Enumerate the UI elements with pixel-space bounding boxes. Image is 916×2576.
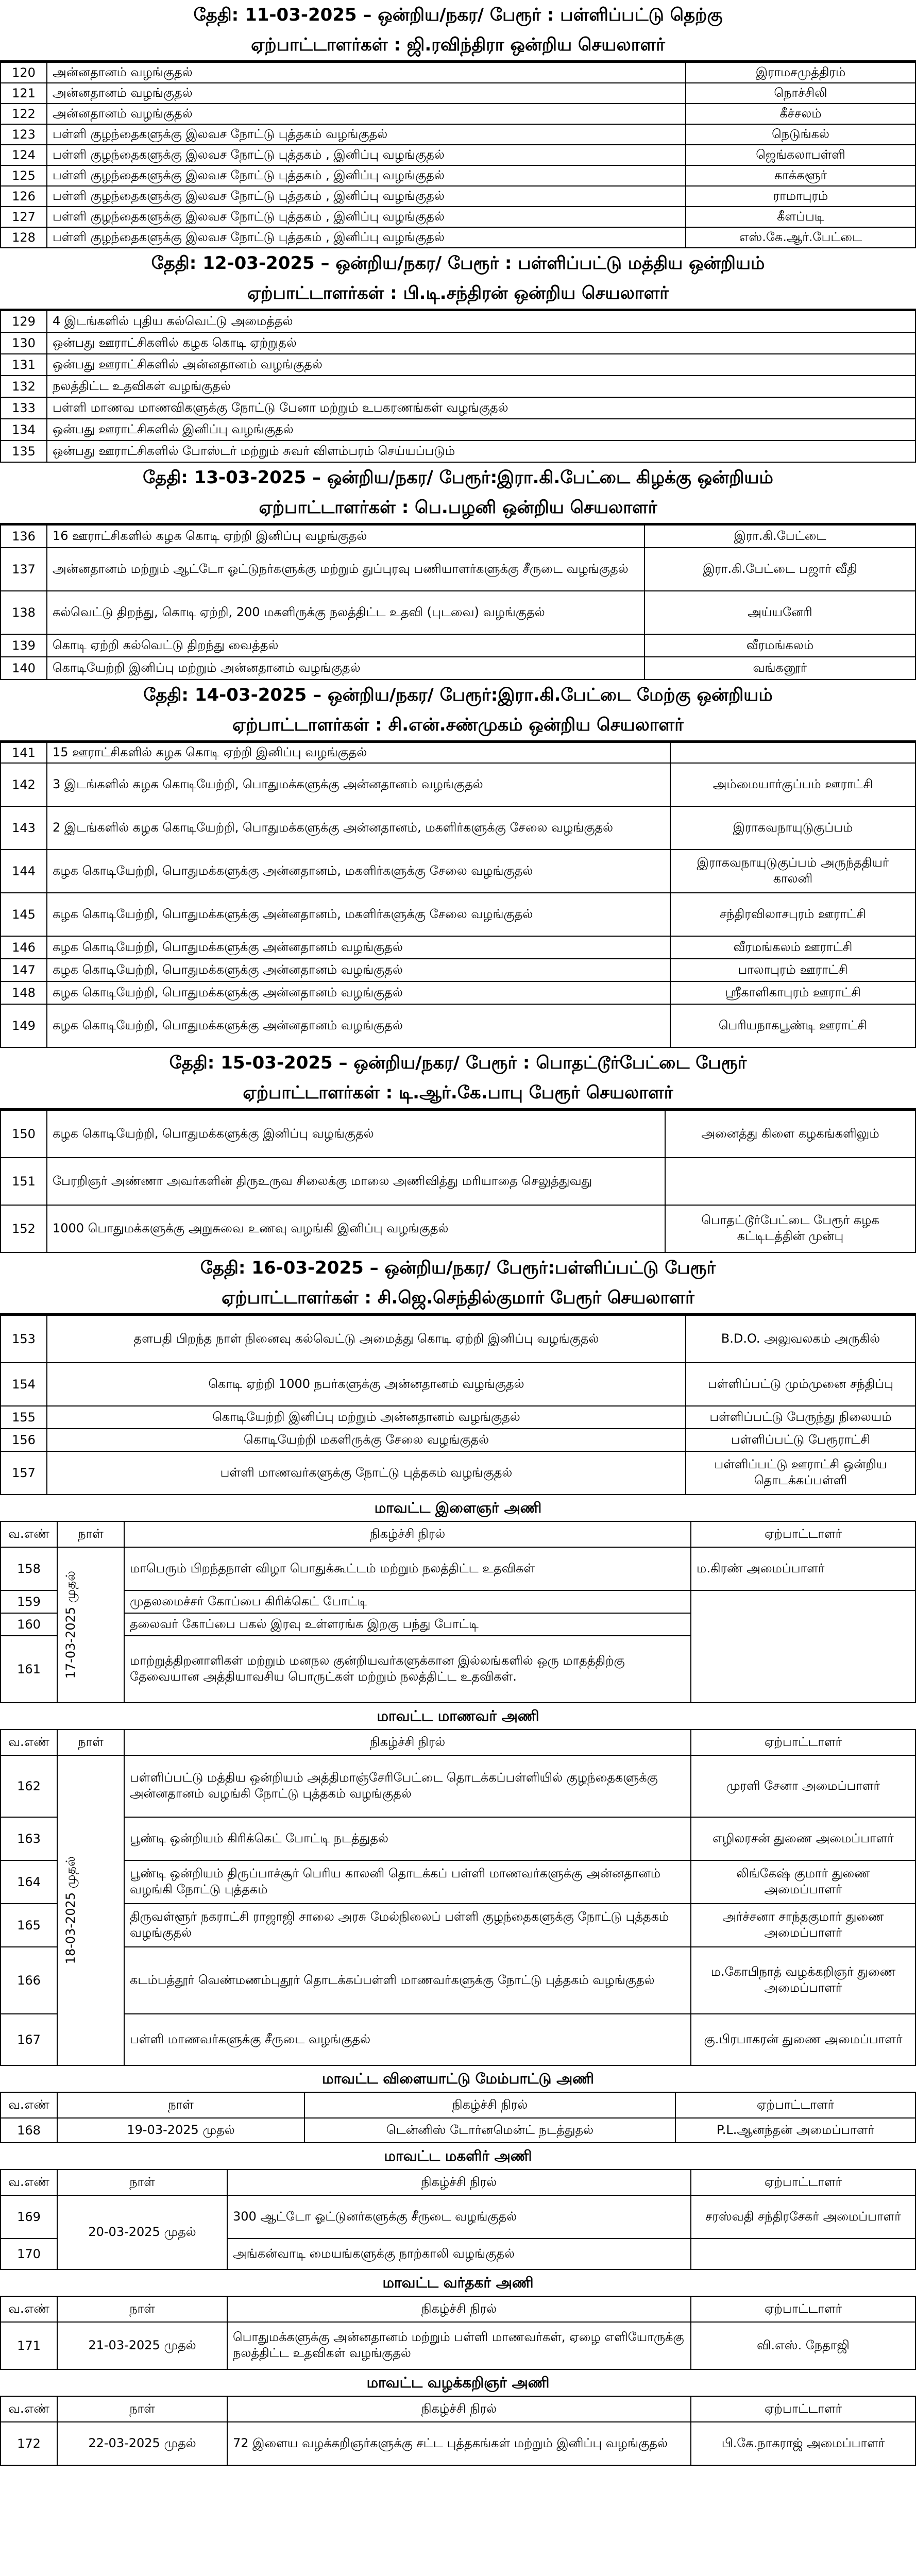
- row-number: 169: [1, 2195, 57, 2239]
- table-row: [1, 332, 915, 354]
- row-description: டென்னிஸ் டோர்னமென்ட் நடத்துதல்: [304, 2118, 675, 2143]
- row-number: 146: [1, 936, 47, 959]
- row-number: 157: [1, 1451, 47, 1495]
- header-date: நாள்: [57, 1521, 124, 1547]
- table-row: [1, 1817, 915, 1860]
- row-place: சந்திரவிலாசபுரம் ஊராட்சி: [670, 893, 915, 936]
- wing-table: [0, 2396, 916, 2466]
- row-organizer: முரளி சேனா அமைப்பாளர்: [691, 1755, 915, 1817]
- row-description: கழக கொடியேற்றி, பொதுமக்களுக்கு அன்னதானம் வழங்குதல்: [47, 936, 670, 959]
- row-number: 132: [1, 376, 47, 397]
- row-number: 131: [1, 354, 47, 376]
- section-11-03: [0, 0, 916, 248]
- header-organizer: ஏற்பாட்டாளர்: [691, 2296, 915, 2322]
- row-place: [670, 742, 915, 763]
- row-description: கழக கொடியேற்றி, பொதுமக்களுக்கு அன்னதானம் வழங்குதல்: [47, 981, 670, 1004]
- table-row: [1, 83, 915, 104]
- section-date-line: தேதி: 12-03-2025 – ஒன்றிய/நகர/ பேரூர் : பள்ளிப்பட்டு மத்திய ஒன்றியம்: [151, 253, 765, 274]
- table-row: [1, 591, 915, 634]
- table-row: [1, 165, 915, 186]
- row-place: அனைத்து கிளை கழகங்களிலும்: [665, 1110, 915, 1158]
- row-place: [665, 1158, 915, 1205]
- table-row: [1, 981, 915, 1004]
- row-description: அன்னதானம் வழங்குதல்: [47, 62, 686, 83]
- row-place: B.D.O. அலுவலகம் அருகில்: [686, 1315, 915, 1363]
- header-program: நிகழ்ச்சி நிரல்: [124, 1521, 691, 1547]
- row-number: 129: [1, 311, 47, 332]
- header-number: வ.எண்: [1, 1521, 57, 1547]
- row-organizer: P.L.ஆனந்தன் அமைப்பாளர்: [675, 2118, 915, 2143]
- wing-table: [0, 1521, 916, 1703]
- header-number: வ.எண்: [1, 1730, 57, 1755]
- table-row: [1, 1429, 915, 1451]
- section-header: [0, 1048, 916, 1110]
- table-row: [1, 104, 915, 124]
- table-header-row: [1, 2170, 915, 2195]
- row-place: வீரமங்கலம்: [644, 634, 915, 657]
- row-description: கொடியேற்றி இனிப்பு மற்றும் அன்னதானம் வழங்குதல்: [47, 1406, 686, 1429]
- row-description: ஒன்பது ஊராட்சிகளில் கழக கொடி ஏற்றுதல்: [47, 332, 915, 354]
- row-description: 72 இளைய வழக்கறிஞர்களுக்கு சட்ட புத்தகங்கள் மற்றும் இனிப்பு வழங்குதல்: [227, 2422, 691, 2465]
- table-row: [1, 548, 915, 591]
- row-place: நொச்சிலி: [686, 83, 915, 104]
- row-number: 168: [1, 2118, 57, 2143]
- schedule-table: [0, 62, 916, 248]
- row-number: 141: [1, 742, 47, 763]
- table-row: [1, 186, 915, 207]
- row-place: பள்ளிப்பட்டு பேரூராட்சி: [686, 1429, 915, 1451]
- wing-table: [0, 1729, 916, 2066]
- row-description: தளபதி பிறந்த நாள் நினைவு கல்வெட்டு அமைத்து கொடி ஏற்றி இனிப்பு வழங்குதல்: [47, 1315, 686, 1363]
- header-number: வ.எண்: [1, 2396, 57, 2422]
- row-organizer: கு.பிரபாகரன் துணை அமைப்பாளர்: [691, 2014, 915, 2065]
- row-organizer-blank: [691, 1590, 915, 1703]
- row-description: கழக கொடியேற்றி, பொதுமக்களுக்கு அன்னதானம் வழங்குதல்: [47, 959, 670, 981]
- table-header-row: [1, 2092, 915, 2118]
- wing-table: [0, 2092, 916, 2143]
- row-number: 123: [1, 124, 47, 145]
- schedule-table: [0, 524, 916, 680]
- row-number: 170: [1, 2239, 57, 2269]
- row-description: அங்கன்வாடி மையங்களுக்கு நாற்காலி வழங்குதல்: [227, 2239, 691, 2269]
- row-organizer: சரஸ்வதி சந்திரசேகர் அமைப்பாளர்: [691, 2195, 915, 2239]
- table-row: [1, 354, 915, 376]
- row-number: 134: [1, 419, 47, 440]
- row-place: ராமாபுரம்: [686, 186, 915, 207]
- table-row: [1, 1860, 915, 1904]
- section-header: [0, 680, 916, 742]
- row-date: 21-03-2025 முதல்: [57, 2322, 227, 2369]
- row-description: 15 ஊராட்சிகளில் கழக கொடி ஏற்றி இனிப்பு வழங்குதல்: [47, 742, 670, 763]
- table-row: [1, 2195, 915, 2239]
- row-number: 149: [1, 1004, 47, 1047]
- row-description: அன்னதானம் வழங்குதல்: [47, 83, 686, 104]
- row-place: இராமசமுத்திரம்: [686, 62, 915, 83]
- section-16-03: [0, 1253, 916, 1495]
- table-row: [1, 419, 915, 440]
- row-number: 164: [1, 1860, 57, 1904]
- section-organizer-line: ஏற்பாட்டாளர்கள் : ஜி.ரவிந்திரா ஒன்றிய செயலாளர்: [251, 35, 665, 55]
- table-row: [1, 1755, 915, 1817]
- row-description: பள்ளிப்பட்டு மத்திய ஒன்றியம் அத்திமாஞ்சேரிபேட்டை தொடக்கப்பள்ளியில் குழந்தைகளுக்கு அன்னதானம் வழங்கி நோட்டு புத்தகம் வழங்குதல்: [124, 1755, 691, 1817]
- row-organizer: எழிலரசன் துணை அமைப்பாளர்: [691, 1817, 915, 1860]
- row-description: பள்ளி மாணவர்களுக்கு சீருடை வழங்குதல்: [124, 2014, 691, 2065]
- traders-wing-section: [0, 2270, 916, 2370]
- section-header: [0, 248, 916, 310]
- row-description: பூண்டி ஒன்றியம் திருப்பாச்சூர் பெரிய காலனி தொடக்கப் பள்ளி மாணவர்களுக்கு அன்னதானம் வழங்கி நோட்டு புத்தகம்: [124, 1860, 691, 1904]
- header-organizer: ஏற்பாட்டாளர்: [691, 1730, 915, 1755]
- row-number: 143: [1, 806, 47, 850]
- schedule-table: [0, 1110, 916, 1253]
- row-number: 172: [1, 2422, 57, 2465]
- table-row: [1, 1004, 915, 1047]
- table-row: [1, 397, 915, 419]
- row-date: 19-03-2025 முதல்: [57, 2118, 304, 2143]
- row-number: 166: [1, 1947, 57, 2014]
- row-place: கீளப்படி: [686, 207, 915, 227]
- table-row: [1, 2422, 915, 2465]
- schedule-table: [0, 742, 916, 1048]
- row-description: ஒன்பது ஊராட்சிகளில் அன்னதானம் வழங்குதல்: [47, 354, 915, 376]
- row-number: 154: [1, 1363, 47, 1406]
- section-header: [0, 1253, 916, 1315]
- row-description: மாபெரும் பிறந்தநாள் விழா பொதுக்கூட்டம் மற்றும் நலத்திட்ட உதவிகள்: [124, 1547, 691, 1590]
- section-header: [0, 0, 916, 62]
- header-date: நாள்: [57, 2170, 227, 2195]
- section-organizer-line: ஏற்பாட்டாளர்கள் : பெ.பழனி ஒன்றிய செயலாளர்: [259, 497, 657, 518]
- row-number: 159: [1, 1590, 57, 1613]
- section-organizer-line: ஏற்பாட்டாளர்கள் : டி.ஆர்.கே.பாபு பேரூர் செயலாளர்: [243, 1082, 673, 1103]
- table-row: [1, 376, 915, 397]
- row-number: 171: [1, 2322, 57, 2369]
- row-number: 148: [1, 981, 47, 1004]
- table-row: [1, 62, 915, 83]
- table-row: [1, 440, 915, 462]
- wing-title: மாவட்ட விளையாட்டு மேம்பாட்டு அணி: [322, 2070, 594, 2087]
- header-date: நாள்: [57, 2092, 304, 2118]
- row-number: 167: [1, 2014, 57, 2065]
- row-number: 120: [1, 62, 47, 83]
- row-number: 133: [1, 397, 47, 419]
- row-description: 300 ஆட்டோ ஓட்டுனர்களுக்கு சீருடை வழங்குதல்: [227, 2195, 691, 2239]
- header-organizer: ஏற்பாட்டாளர்: [691, 2396, 915, 2422]
- row-place: பள்ளிப்பட்டு ஊராட்சி ஒன்றிய தொடக்கப்பள்ளி: [686, 1451, 915, 1495]
- table-row: [1, 1406, 915, 1429]
- header-program: நிகழ்ச்சி நிரல்: [227, 2396, 691, 2422]
- row-description: கழக கொடியேற்றி, பொதுமக்களுக்கு அன்னதானம், மகளிர்களுக்கு சேலை வழங்குதல்: [47, 850, 670, 893]
- row-description: பள்ளி மாணவ மாணவிகளுக்கு நோட்டு பேனா மற்றும் உபகரணங்கள் வழங்குதல்: [47, 397, 915, 419]
- row-number: 138: [1, 591, 47, 634]
- row-place: ஜெங்கலாபள்ளி: [686, 145, 915, 165]
- table-header-row: [1, 2296, 915, 2322]
- table-row: [1, 145, 915, 165]
- row-number: 145: [1, 893, 47, 936]
- row-description: 3 இடங்களில் கழக கொடியேற்றி, பொதுமக்களுக்கு அன்னதானம் வழங்குதல்: [47, 763, 670, 806]
- table-row: [1, 763, 915, 806]
- table-header-row: [1, 1521, 915, 1547]
- row-number: 127: [1, 207, 47, 227]
- row-number: 135: [1, 440, 47, 462]
- row-organizer: பி.கே.நாகராஜ் அமைப்பாளர்: [691, 2422, 915, 2465]
- table-row: [1, 2014, 915, 2065]
- table-row: [1, 742, 915, 763]
- table-header-row: [1, 1730, 915, 1755]
- table-row: [1, 124, 915, 145]
- table-row: [1, 311, 915, 332]
- schedule-table: [0, 310, 916, 463]
- row-number: 137: [1, 548, 47, 591]
- row-date: 20-03-2025 முதல்: [57, 2195, 227, 2269]
- table-header-row: [1, 2396, 915, 2422]
- table-row: [1, 1110, 915, 1158]
- row-number: 152: [1, 1205, 47, 1252]
- row-description: ஒன்பது ஊராட்சிகளில் போஸ்டர் மற்றும் சுவர் விளம்பரம் செய்யப்படும்: [47, 440, 915, 462]
- row-description: பள்ளி குழந்தைகளுக்கு இலவச நோட்டு புத்தகம் , இனிப்பு வழங்குதல்: [47, 165, 686, 186]
- row-number: 158: [1, 1547, 57, 1590]
- row-description: பள்ளி குழந்தைகளுக்கு இலவச நோட்டு புத்தகம் , இனிப்பு வழங்குதல்: [47, 207, 686, 227]
- youth-wing-section: [0, 1495, 916, 1703]
- row-place: அய்யனேரி: [644, 591, 915, 634]
- row-number: 130: [1, 332, 47, 354]
- header-number: வ.எண்: [1, 2296, 57, 2322]
- header-organizer: ஏற்பாட்டாளர்: [691, 2170, 915, 2195]
- row-description: பள்ளி குழந்தைகளுக்கு இலவச நோட்டு புத்தகம் , இனிப்பு வழங்குதல்: [47, 186, 686, 207]
- row-description: பள்ளி குழந்தைகளுக்கு இலவச நோட்டு புத்தகம் வழங்குதல்: [47, 124, 686, 145]
- table-row: [1, 1590, 915, 1613]
- table-row: [1, 525, 915, 548]
- row-place: நெடுங்கல்: [686, 124, 915, 145]
- table-row: [1, 2118, 915, 2143]
- row-description: கொடி ஏற்றி கல்வெட்டு திறந்து வைத்தல்: [47, 634, 644, 657]
- date-vertical-text: 18-03-2025 முதல்: [63, 1856, 78, 1964]
- row-place: இராகவநாயுடுகுப்பம்: [670, 806, 915, 850]
- row-description: பேரறிஞர் அண்ணா அவர்களின் திருஉருவ சிலைக்கு மாலை அணிவித்து மரியாதை செலுத்துவது: [47, 1158, 665, 1205]
- row-organizer: அர்ச்சனா சாந்தகுமார் துணை அமைப்பாளர்: [691, 1904, 915, 1947]
- table-row: [1, 1363, 915, 1406]
- row-description: அன்னதானம் வழங்குதல்: [47, 104, 686, 124]
- row-description: ஒன்பது ஊராட்சிகளில் இனிப்பு வழங்குதல்: [47, 419, 915, 440]
- wing-title: மாவட்ட மகளிர் அணி: [384, 2147, 532, 2164]
- section-14-03: [0, 680, 916, 1048]
- row-place: பொதட்டூர்பேட்டை பேரூர் கழக கட்டிடத்தின் முன்பு: [665, 1205, 915, 1252]
- row-description: கொடியேற்றி மகளிருக்கு சேலை வழங்குதல்: [47, 1429, 686, 1451]
- row-place: ஸ்ரீகாளிகாபுரம் ஊராட்சி: [670, 981, 915, 1004]
- section-date-line: தேதி: 15-03-2025 – ஒன்றிய/நகர/ பேரூர் : பொதட்டூர்பேட்டை பேரூர்: [169, 1053, 747, 1073]
- row-number: 161: [1, 1636, 57, 1703]
- row-description: 1000 பொதுமக்களுக்கு அறுசுவை உணவு வழங்கி இனிப்பு வழங்குதல்: [47, 1205, 665, 1252]
- row-number: 144: [1, 850, 47, 893]
- sports-wing-section: [0, 2066, 916, 2143]
- table-row: [1, 1947, 915, 2014]
- row-description: பள்ளி குழந்தைகளுக்கு இலவச நோட்டு புத்தகம் , இனிப்பு வழங்குதல்: [47, 227, 686, 248]
- row-description: 2 இடங்களில் கழக கொடியேற்றி, பொதுமக்களுக்கு அன்னதானம், மகளிர்களுக்கு சேலை வழங்குதல்: [47, 806, 670, 850]
- header-program: நிகழ்ச்சி நிரல்: [227, 2296, 691, 2322]
- table-row: [1, 1904, 915, 1947]
- table-row: [1, 657, 915, 680]
- row-place: வங்கனூர்: [644, 657, 915, 680]
- row-date: [57, 1547, 124, 1703]
- header-date: நாள்: [57, 2296, 227, 2322]
- table-row: [1, 1205, 915, 1252]
- row-number: 125: [1, 165, 47, 186]
- row-number: 136: [1, 525, 47, 548]
- table-row: [1, 893, 915, 936]
- row-number: 147: [1, 959, 47, 981]
- row-place: இரா.கி.பேட்டை: [644, 525, 915, 548]
- row-description: கழக கொடியேற்றி, பொதுமக்களுக்கு அன்னதானம் வழங்குதல்: [47, 1004, 670, 1047]
- row-description: தலைவர் கோப்பை பகல் இரவு உள்ளரங்க இறகு பந்து போட்டி: [124, 1613, 691, 1636]
- wing-table: [0, 2169, 916, 2270]
- row-number: 121: [1, 83, 47, 104]
- row-description: அன்னதானம் மற்றும் ஆட்டோ ஓட்டுநர்களுக்கு மற்றும் துப்புரவு பணியாளர்களுக்கு சீருடை வழங்குதல்: [47, 548, 644, 591]
- table-row: [1, 1547, 915, 1590]
- row-place: இராகவநாயுடுகுப்பம் அருந்ததியர் காலனி: [670, 850, 915, 893]
- header-number: வ.எண்: [1, 2092, 57, 2118]
- section-organizer-line: ஏற்பாட்டாளர்கள் : சி.ஜெ.செந்தில்குமார் பேரூர் செயலாளர்: [222, 1287, 694, 1308]
- row-place: பாலாபுரம் ஊராட்சி: [670, 959, 915, 981]
- row-description: திருவள்ளூர் நகராட்சி ராஜாஜி சாலை அரசு மேல்நிலைப் பள்ளி குழந்தைகளுக்கு நோட்டு புத்தகம் வழங்குதல்: [124, 1904, 691, 1947]
- row-place: கீச்சலம்: [686, 104, 915, 124]
- table-row: [1, 634, 915, 657]
- row-number: 163: [1, 1817, 57, 1860]
- wing-title: மாவட்ட இளைஞர் அணி: [374, 1499, 542, 1516]
- row-number: 155: [1, 1406, 47, 1429]
- section-date-line: தேதி: 16-03-2025 – ஒன்றிய/நகர/ பேரூர்:பள்ளிப்பட்டு பேரூர்: [200, 1258, 716, 1278]
- row-date: [57, 1755, 124, 2065]
- table-row: [1, 227, 915, 248]
- row-description: கொடியேற்றி இனிப்பு மற்றும் அன்னதானம் வழங்குதல்: [47, 657, 644, 680]
- row-number: 122: [1, 104, 47, 124]
- table-row: [1, 959, 915, 981]
- row-description: கழக கொடியேற்றி, பொதுமக்களுக்கு இனிப்பு வழங்குதல்: [47, 1110, 665, 1158]
- row-date: 22-03-2025 முதல்: [57, 2422, 227, 2465]
- women-wing-section: [0, 2143, 916, 2270]
- row-place: பள்ளிப்பட்டு மும்முனை சந்திப்பு: [686, 1363, 915, 1406]
- row-number: 139: [1, 634, 47, 657]
- row-number: 160: [1, 1613, 57, 1636]
- row-number: 140: [1, 657, 47, 680]
- row-description: நலத்திட்ட உதவிகள் வழங்குதல்: [47, 376, 915, 397]
- table-row: [1, 2322, 915, 2369]
- row-number: 142: [1, 763, 47, 806]
- table-row: [1, 806, 915, 850]
- table-row: [1, 1158, 915, 1205]
- date-vertical-text: 17-03-2025 முதல்: [63, 1571, 78, 1679]
- header-organizer: ஏற்பாட்டாளர்: [691, 1521, 915, 1547]
- lawyers-wing-section: [0, 2370, 916, 2466]
- row-number: 153: [1, 1315, 47, 1363]
- row-organizer-blank: [691, 2239, 915, 2269]
- section-13-03: [0, 463, 916, 680]
- row-description: கழக கொடியேற்றி, பொதுமக்களுக்கு அன்னதானம், மகளிர்களுக்கு சேலை வழங்குதல்: [47, 893, 670, 936]
- section-date-line: தேதி: 13-03-2025 – ஒன்றிய/நகர/ பேரூர்:இரா.கி.பேட்டை கிழக்கு ஒன்றியம்: [143, 467, 773, 488]
- row-description: கொடி ஏற்றி 1000 நபர்களுக்கு அன்னதானம் வழங்குதல்: [47, 1363, 686, 1406]
- header-program: நிகழ்ச்சி நிரல்: [304, 2092, 675, 2118]
- section-15-03: [0, 1048, 916, 1253]
- row-place: வீரமங்கலம் ஊராட்சி: [670, 936, 915, 959]
- header-program: நிகழ்ச்சி நிரல்: [227, 2170, 691, 2195]
- row-number: 150: [1, 1110, 47, 1158]
- row-organizer: ம.கிரண் அமைப்பாளர்: [691, 1547, 915, 1590]
- row-number: 162: [1, 1755, 57, 1817]
- table-row: [1, 1451, 915, 1495]
- section-12-03: [0, 248, 916, 463]
- row-organizer: வி.எஸ். நேதாஜி: [691, 2322, 915, 2369]
- table-row: [1, 850, 915, 893]
- row-number: 124: [1, 145, 47, 165]
- student-wing-section: [0, 1703, 916, 2066]
- row-place: எஸ்.கே.ஆர்.பேட்டை: [686, 227, 915, 248]
- header-date: நாள்: [57, 1730, 124, 1755]
- row-number: 165: [1, 1904, 57, 1947]
- row-description: பள்ளி குழந்தைகளுக்கு இலவச நோட்டு புத்தகம் , இனிப்பு வழங்குதல்: [47, 145, 686, 165]
- header-number: வ.எண்: [1, 2170, 57, 2195]
- wing-title: மாவட்ட வழக்கறிஞர் அணி: [366, 2374, 550, 2391]
- row-place: காக்களூர்: [686, 165, 915, 186]
- wing-title: மாவட்ட வர்தகர் அணி: [382, 2274, 534, 2291]
- table-row: [1, 207, 915, 227]
- section-organizer-line: ஏற்பாட்டாளர்கள் : சி.என்.சண்முகம் ஒன்றிய செயலாளர்: [232, 715, 684, 735]
- table-row: [1, 1315, 915, 1363]
- section-date-line: தேதி: 11-03-2025 – ஒன்றிய/நகர/ பேரூர் : பள்ளிப்பட்டு தெற்கு: [193, 5, 723, 25]
- wing-table: [0, 2296, 916, 2370]
- section-header: [0, 463, 916, 524]
- row-description: கடம்பத்தூர் வெண்மணம்புதூர் தொடக்கப்பள்ளி மாணவர்களுக்கு நோட்டு புத்தகம் வழங்குதல்: [124, 1947, 691, 2014]
- row-description: மாற்றுத்திறனாளிகள் மற்றும் மனநல குன்றியவர்களுக்கான இல்லங்களில் ஒரு மாதத்திற்கு தேவையான அத்தியாவசிய பொருட்கள் மற்றும் நலத்திட்ட உதவிகள்.: [124, 1636, 691, 1703]
- row-description: பூண்டி ஒன்றியம் கிரிக்கெட் போட்டி நடத்துதல்: [124, 1817, 691, 1860]
- section-date-line: தேதி: 14-03-2025 – ஒன்றிய/நகர/ பேரூர்:இரா.கி.பேட்டை மேற்கு ஒன்றியம்: [143, 685, 773, 705]
- section-organizer-line: ஏற்பாட்டாளர்கள் : பி.டி.சந்திரன் ஒன்றிய செயலாளர்: [247, 283, 669, 303]
- row-description: கல்வெட்டு திறந்து, கொடி ஏற்றி, 200 மகளிருக்கு நலத்திட்ட உதவி (புடவை) வழங்குதல்: [47, 591, 644, 634]
- row-organizer: லிங்கேஷ் குமார் துணை அமைப்பாளர்: [691, 1860, 915, 1904]
- row-number: 156: [1, 1429, 47, 1451]
- table-row: [1, 936, 915, 959]
- row-description: முதலமைச்சர் கோப்பை கிரிக்கெட் போட்டி: [124, 1590, 691, 1613]
- row-description: 4 இடங்களில் புதிய கல்வெட்டு அமைத்தல்: [47, 311, 915, 332]
- header-organizer: ஏற்பாட்டாளர்: [675, 2092, 915, 2118]
- row-organizer: ம.கோபிநாத் வழக்கறிஞர் துணை அமைப்பாளர்: [691, 1947, 915, 2014]
- row-description: பள்ளி மாணவர்களுக்கு நோட்டு புத்தகம் வழங்குதல்: [47, 1451, 686, 1495]
- wing-title: மாவட்ட மாணவர் அணி: [377, 1707, 539, 1724]
- row-place: பள்ளிப்பட்டு பேருந்து நிலையம்: [686, 1406, 915, 1429]
- header-date: நாள்: [57, 2396, 227, 2422]
- schedule-table: [0, 1315, 916, 1495]
- row-number: 151: [1, 1158, 47, 1205]
- row-description: பொதுமக்களுக்கு அன்னதானம் மற்றும் பள்ளி மாணவர்கள், ஏழை எளியோருக்கு நலத்திட்ட உதவிகள் வழங்குதல்: [227, 2322, 691, 2369]
- row-place: இரா.கி.பேட்டை பஜார் வீதி: [644, 548, 915, 591]
- row-place: அம்மையார்குப்பம் ஊராட்சி: [670, 763, 915, 806]
- header-program: நிகழ்ச்சி நிரல்: [124, 1730, 691, 1755]
- row-number: 128: [1, 227, 47, 248]
- row-place: பெரியநாகபூண்டி ஊராட்சி: [670, 1004, 915, 1047]
- row-description: 16 ஊராட்சிகளில் கழக கொடி ஏற்றி இனிப்பு வழங்குதல்: [47, 525, 644, 548]
- row-number: 126: [1, 186, 47, 207]
